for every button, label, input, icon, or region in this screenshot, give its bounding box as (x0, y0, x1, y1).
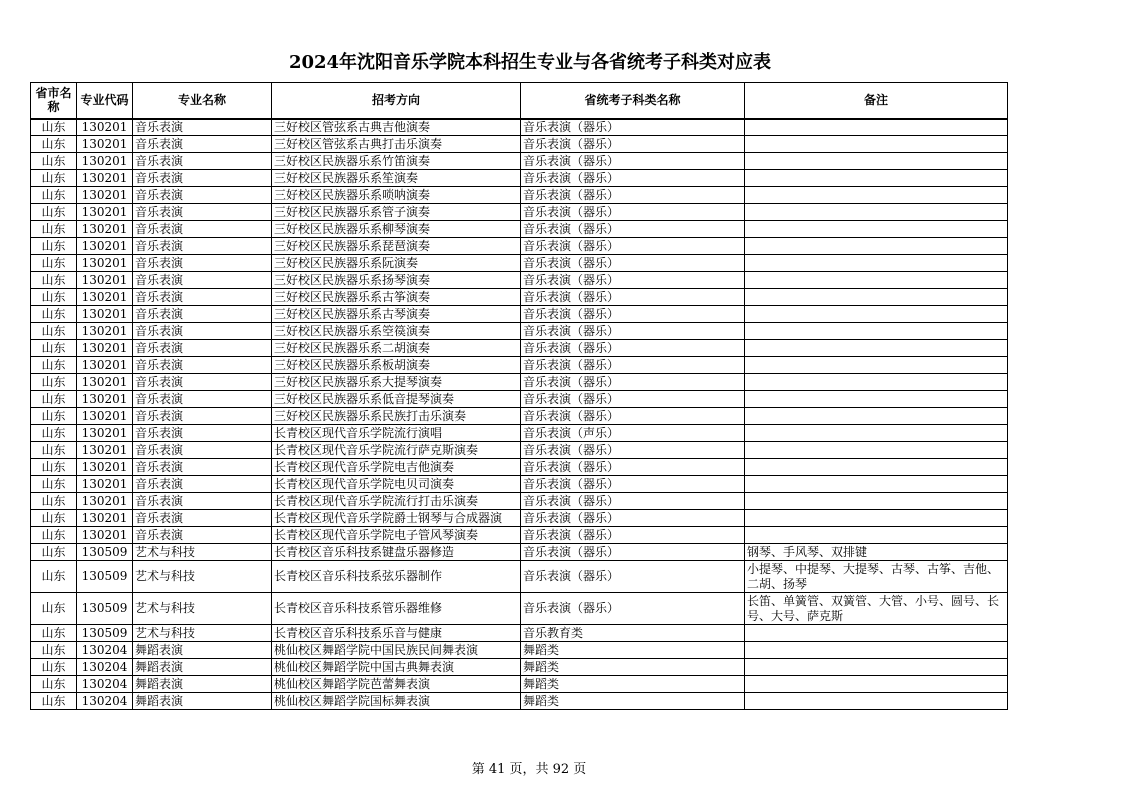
cell-category: 舞蹈类 (521, 659, 745, 676)
table-row (31, 255, 1008, 272)
header-note: 备注 (745, 83, 1008, 119)
cell-major: 音乐表演 (133, 187, 272, 204)
page-footer (0, 758, 1122, 777)
admissions-table (30, 82, 1008, 710)
cell-major: 音乐表演 (133, 476, 272, 493)
cell-major: 艺术与科技 (133, 625, 272, 642)
table-row (31, 459, 1008, 476)
page-title: 2024年沈阳音乐学院本科招生专业与各省统考子科类对应表 (288, 52, 772, 73)
cell-direction: 桃仙校区舞蹈学院中国民族民间舞表演 (272, 642, 521, 659)
cell-direction: 三好校区民族器乐系古筝演奏 (272, 289, 521, 306)
cell-note (745, 357, 1008, 374)
cell-major: 舞蹈表演 (133, 676, 272, 693)
cell-code: 130201 (77, 204, 133, 221)
cell-major: 音乐表演 (133, 357, 272, 374)
table-row (31, 476, 1008, 493)
cell-note (745, 510, 1008, 527)
table-row (31, 272, 1008, 289)
cell-note (745, 391, 1008, 408)
cell-code: 130201 (77, 527, 133, 544)
cell-category: 音乐表演（器乐） (521, 306, 745, 323)
cell-direction: 长青校区现代音乐学院电子管风琴演奏 (272, 527, 521, 544)
table-row (31, 374, 1008, 391)
header-major: 专业名称 (133, 83, 272, 119)
cell-note (745, 527, 1008, 544)
cell-province: 山东 (31, 408, 77, 425)
cell-major: 音乐表演 (133, 204, 272, 221)
cell-note (745, 221, 1008, 238)
cell-category: 音乐表演（器乐） (521, 204, 745, 221)
cell-note (745, 676, 1008, 693)
cell-note (745, 119, 1008, 136)
cell-category: 音乐表演（器乐） (521, 170, 745, 187)
table-row (31, 238, 1008, 255)
cell-note (745, 136, 1008, 153)
table-row (31, 676, 1008, 693)
cell-note (745, 693, 1008, 710)
cell-direction: 三好校区管弦系古典打击乐演奏 (272, 136, 521, 153)
cell-code: 130204 (77, 676, 133, 693)
cell-major: 音乐表演 (133, 425, 272, 442)
cell-major: 音乐表演 (133, 153, 272, 170)
table-body (31, 119, 1008, 710)
table-row (31, 119, 1008, 136)
cell-category: 音乐表演（器乐） (521, 391, 745, 408)
header-category: 省统考子科类名称 (521, 83, 745, 119)
cell-category: 音乐表演（器乐） (521, 272, 745, 289)
cell-province: 山东 (31, 510, 77, 527)
table-row (31, 187, 1008, 204)
cell-major: 音乐表演 (133, 442, 272, 459)
cell-note (745, 476, 1008, 493)
cell-code: 130201 (77, 357, 133, 374)
cell-direction: 三好校区管弦系古典吉他演奏 (272, 119, 521, 136)
cell-code: 130201 (77, 136, 133, 153)
cell-code: 130201 (77, 272, 133, 289)
cell-province: 山东 (31, 676, 77, 693)
cell-major: 艺术与科技 (133, 593, 272, 625)
header-direction: 招考方向 (272, 83, 521, 119)
cell-province: 山东 (31, 625, 77, 642)
cell-category: 音乐表演（器乐） (521, 459, 745, 476)
table-row (31, 493, 1008, 510)
cell-direction: 三好校区民族器乐系管子演奏 (272, 204, 521, 221)
cell-province: 山东 (31, 459, 77, 476)
cell-code: 130201 (77, 510, 133, 527)
cell-category: 舞蹈类 (521, 693, 745, 710)
cell-direction: 长青校区音乐科技系键盘乐器修造 (272, 544, 521, 561)
table-row (31, 204, 1008, 221)
table-row (31, 561, 1008, 593)
cell-category: 音乐表演（器乐） (521, 340, 745, 357)
cell-category: 音乐表演（器乐） (521, 442, 745, 459)
table-row (31, 659, 1008, 676)
cell-note (745, 255, 1008, 272)
cell-category: 音乐表演（器乐） (521, 510, 745, 527)
cell-direction: 长青校区现代音乐学院电贝司演奏 (272, 476, 521, 493)
cell-direction: 长青校区音乐科技系管乐器维修 (272, 593, 521, 625)
table-row (31, 425, 1008, 442)
cell-note: 小提琴、中提琴、大提琴、古琴、古筝、吉他、二胡、扬琴 (745, 561, 1008, 593)
cell-province: 山东 (31, 170, 77, 187)
cell-category: 音乐表演（器乐） (521, 527, 745, 544)
cell-code: 130509 (77, 544, 133, 561)
cell-category: 音乐表演（器乐） (521, 593, 745, 625)
cell-note: 钢琴、手风琴、双排键 (745, 544, 1008, 561)
cell-code: 130204 (77, 659, 133, 676)
cell-direction: 三好校区民族器乐系箜篌演奏 (272, 323, 521, 340)
cell-category: 音乐表演（器乐） (521, 323, 745, 340)
cell-code: 130201 (77, 493, 133, 510)
cell-province: 山东 (31, 136, 77, 153)
cell-direction: 长青校区现代音乐学院流行萨克斯演奏 (272, 442, 521, 459)
cell-direction: 三好校区民族器乐系二胡演奏 (272, 340, 521, 357)
cell-note (745, 659, 1008, 676)
cell-province: 山东 (31, 442, 77, 459)
table-row (31, 625, 1008, 642)
cell-province: 山东 (31, 642, 77, 659)
cell-province: 山东 (31, 255, 77, 272)
cell-major: 音乐表演 (133, 459, 272, 476)
cell-category: 音乐表演（器乐） (521, 357, 745, 374)
cell-province: 山东 (31, 593, 77, 625)
cell-province: 山东 (31, 119, 77, 136)
table-row (31, 693, 1008, 710)
table-row (31, 221, 1008, 238)
cell-direction: 三好校区民族器乐系低音提琴演奏 (272, 391, 521, 408)
cell-code: 130201 (77, 374, 133, 391)
table-row (31, 593, 1008, 625)
cell-note (745, 442, 1008, 459)
cell-direction: 三好校区民族器乐系民族打击乐演奏 (272, 408, 521, 425)
cell-province: 山东 (31, 340, 77, 357)
cell-note (745, 238, 1008, 255)
cell-category: 音乐表演（器乐） (521, 238, 745, 255)
cell-major: 音乐表演 (133, 527, 272, 544)
cell-code: 130509 (77, 561, 133, 593)
table-row (31, 340, 1008, 357)
cell-province: 山东 (31, 561, 77, 593)
cell-note (745, 289, 1008, 306)
cell-direction: 桃仙校区舞蹈学院国标舞表演 (272, 693, 521, 710)
cell-note (745, 153, 1008, 170)
cell-direction: 三好校区民族器乐系唢呐演奏 (272, 187, 521, 204)
cell-code: 130509 (77, 625, 133, 642)
cell-direction: 三好校区民族器乐系阮演奏 (272, 255, 521, 272)
cell-code: 130204 (77, 642, 133, 659)
cell-direction: 长青校区音乐科技系乐音与健康 (272, 625, 521, 642)
table-row (31, 306, 1008, 323)
table-row (31, 544, 1008, 561)
cell-code: 130201 (77, 442, 133, 459)
cell-code: 130201 (77, 119, 133, 136)
cell-major: 音乐表演 (133, 119, 272, 136)
cell-category: 音乐表演（器乐） (521, 493, 745, 510)
cell-category: 音乐表演（器乐） (521, 255, 745, 272)
cell-category: 音乐表演（器乐） (521, 136, 745, 153)
table-row (31, 289, 1008, 306)
cell-province: 山东 (31, 357, 77, 374)
cell-code: 130201 (77, 221, 133, 238)
cell-direction: 三好校区民族器乐系大提琴演奏 (272, 374, 521, 391)
cell-direction: 三好校区民族器乐系琵琶演奏 (272, 238, 521, 255)
cell-note (745, 493, 1008, 510)
cell-note (745, 340, 1008, 357)
cell-note (745, 642, 1008, 659)
cell-code: 130201 (77, 391, 133, 408)
cell-province: 山东 (31, 289, 77, 306)
cell-note (745, 170, 1008, 187)
cell-category: 音乐表演（器乐） (521, 187, 745, 204)
cell-note (745, 425, 1008, 442)
cell-category: 音乐表演（器乐） (521, 221, 745, 238)
page-number: 第 41 页，共 92 页 (471, 762, 587, 777)
cell-direction: 长青校区现代音乐学院流行打击乐演奏 (272, 493, 521, 510)
cell-major: 音乐表演 (133, 374, 272, 391)
cell-code: 130201 (77, 306, 133, 323)
cell-major: 艺术与科技 (133, 544, 272, 561)
cell-code: 130201 (77, 340, 133, 357)
cell-code: 130201 (77, 323, 133, 340)
cell-code: 130201 (77, 238, 133, 255)
cell-category: 音乐表演（器乐） (521, 561, 745, 593)
cell-province: 山东 (31, 493, 77, 510)
cell-direction: 桃仙校区舞蹈学院中国古典舞表演 (272, 659, 521, 676)
cell-province: 山东 (31, 323, 77, 340)
cell-province: 山东 (31, 391, 77, 408)
cell-note (745, 408, 1008, 425)
cell-category: 音乐表演（声乐） (521, 425, 745, 442)
table-row (31, 442, 1008, 459)
table-row (31, 170, 1008, 187)
cell-category: 音乐教育类 (521, 625, 745, 642)
cell-direction: 长青校区现代音乐学院爵士钢琴与合成器演 (272, 510, 521, 527)
cell-category: 音乐表演（器乐） (521, 408, 745, 425)
cell-code: 130201 (77, 187, 133, 204)
cell-province: 山东 (31, 204, 77, 221)
cell-province: 山东 (31, 659, 77, 676)
cell-code: 130509 (77, 593, 133, 625)
cell-province: 山东 (31, 221, 77, 238)
table-row (31, 527, 1008, 544)
cell-province: 山东 (31, 527, 77, 544)
cell-direction: 桃仙校区舞蹈学院芭蕾舞表演 (272, 676, 521, 693)
cell-code: 130204 (77, 693, 133, 710)
cell-major: 艺术与科技 (133, 561, 272, 593)
cell-major: 音乐表演 (133, 306, 272, 323)
cell-direction: 三好校区民族器乐系笙演奏 (272, 170, 521, 187)
table-row (31, 153, 1008, 170)
cell-major: 音乐表演 (133, 221, 272, 238)
cell-major: 音乐表演 (133, 272, 272, 289)
cell-major: 音乐表演 (133, 340, 272, 357)
cell-category: 音乐表演（器乐） (521, 153, 745, 170)
cell-direction: 长青校区现代音乐学院流行演唱 (272, 425, 521, 442)
cell-direction: 三好校区民族器乐系柳琴演奏 (272, 221, 521, 238)
table-row (31, 323, 1008, 340)
cell-direction: 三好校区民族器乐系古琴演奏 (272, 306, 521, 323)
cell-direction: 长青校区音乐科技系弦乐器制作 (272, 561, 521, 593)
table-row (31, 391, 1008, 408)
table-row (31, 642, 1008, 659)
cell-category: 音乐表演（器乐） (521, 119, 745, 136)
cell-province: 山东 (31, 153, 77, 170)
cell-note (745, 625, 1008, 642)
cell-note (745, 459, 1008, 476)
cell-major: 音乐表演 (133, 238, 272, 255)
cell-code: 130201 (77, 408, 133, 425)
cell-province: 山东 (31, 693, 77, 710)
cell-major: 音乐表演 (133, 510, 272, 527)
cell-note (745, 272, 1008, 289)
cell-note: 长笛、单簧管、双簧管、大管、小号、圆号、长号、大号、萨克斯 (745, 593, 1008, 625)
cell-code: 130201 (77, 255, 133, 272)
cell-major: 音乐表演 (133, 408, 272, 425)
cell-major: 音乐表演 (133, 391, 272, 408)
cell-major: 舞蹈表演 (133, 659, 272, 676)
cell-category: 音乐表演（器乐） (521, 374, 745, 391)
cell-direction: 长青校区现代音乐学院电吉他演奏 (272, 459, 521, 476)
cell-note (745, 187, 1008, 204)
cell-note (745, 323, 1008, 340)
cell-direction: 三好校区民族器乐系板胡演奏 (272, 357, 521, 374)
cell-category: 音乐表演（器乐） (521, 544, 745, 561)
cell-code: 130201 (77, 476, 133, 493)
cell-code: 130201 (77, 153, 133, 170)
cell-category: 舞蹈类 (521, 676, 745, 693)
cell-major: 音乐表演 (133, 493, 272, 510)
cell-major: 音乐表演 (133, 255, 272, 272)
cell-major: 舞蹈表演 (133, 693, 272, 710)
cell-province: 山东 (31, 187, 77, 204)
header-province: 省市名称 (31, 83, 77, 119)
cell-province: 山东 (31, 272, 77, 289)
cell-code: 130201 (77, 289, 133, 306)
cell-province: 山东 (31, 306, 77, 323)
table-row (31, 357, 1008, 374)
cell-direction: 三好校区民族器乐系扬琴演奏 (272, 272, 521, 289)
table-row (31, 408, 1008, 425)
cell-major: 音乐表演 (133, 136, 272, 153)
table-row (31, 510, 1008, 527)
cell-major: 音乐表演 (133, 289, 272, 306)
cell-province: 山东 (31, 476, 77, 493)
header-code: 专业代码 (77, 83, 133, 119)
cell-province: 山东 (31, 238, 77, 255)
cell-province: 山东 (31, 544, 77, 561)
cell-note (745, 204, 1008, 221)
cell-major: 音乐表演 (133, 170, 272, 187)
cell-major: 舞蹈表演 (133, 642, 272, 659)
cell-note (745, 306, 1008, 323)
cell-category: 舞蹈类 (521, 642, 745, 659)
cell-province: 山东 (31, 374, 77, 391)
cell-major: 音乐表演 (133, 323, 272, 340)
cell-direction: 三好校区民族器乐系竹笛演奏 (272, 153, 521, 170)
cell-category: 音乐表演（器乐） (521, 289, 745, 306)
cell-code: 130201 (77, 170, 133, 187)
cell-province: 山东 (31, 425, 77, 442)
table-header-row (31, 83, 1008, 119)
table-row (31, 136, 1008, 153)
cell-note (745, 374, 1008, 391)
cell-code: 130201 (77, 459, 133, 476)
cell-code: 130201 (77, 425, 133, 442)
cell-category: 音乐表演（器乐） (521, 476, 745, 493)
